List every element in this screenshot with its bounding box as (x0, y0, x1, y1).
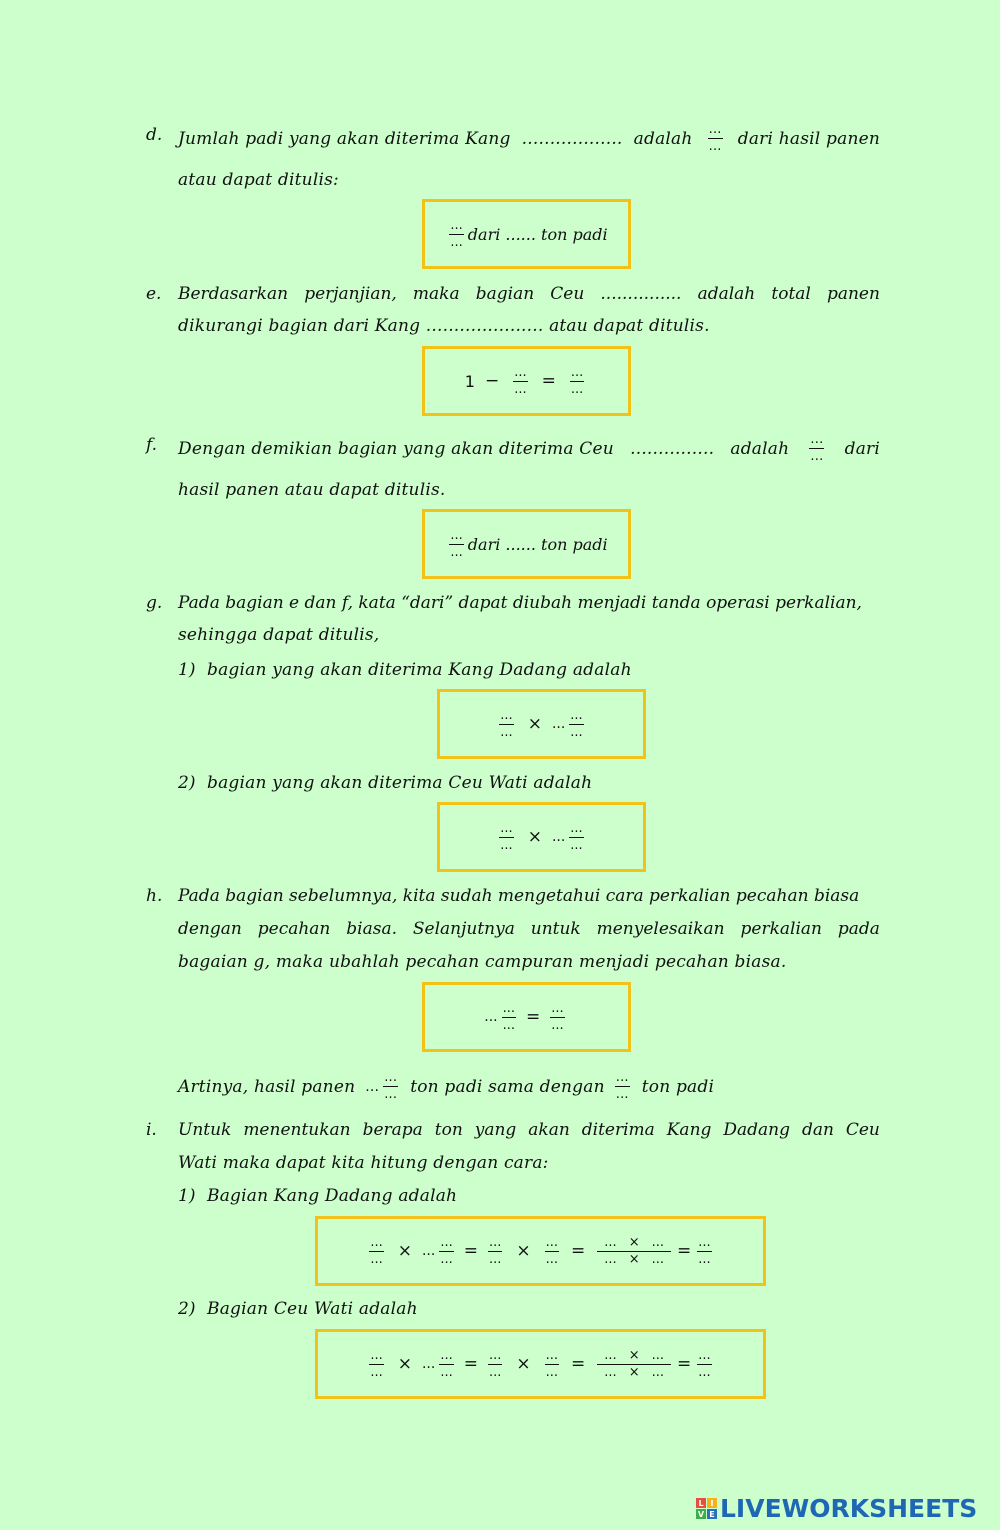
section-e-line2: dikurangi bagian dari Kang ..................... atau dapat ditulis. (178, 316, 710, 336)
section-g-sub2-text: bagian yang akan diterima Ceu Wati adalah (207, 773, 593, 793)
section-h-result-post: ton padi (641, 1076, 715, 1097)
section-d-text-mid: adalah (633, 128, 693, 149)
section-f-box-fraction[interactable]: $\frac{...}{...}$ (450, 527, 463, 560)
section-g-sub1-label: 1) (178, 660, 196, 680)
section-i-box1-equals-2: = (571, 1241, 586, 1261)
section-i-box2-equals-2: = (571, 1354, 586, 1374)
section-g-line2: sehingga dapat ditulis, (178, 625, 380, 645)
section-i-word: diterima (581, 1120, 655, 1140)
section-i-box1-equals-1: = (463, 1241, 478, 1261)
section-h-word: pada (837, 919, 880, 939)
section-i-answer-box-2 (315, 1329, 766, 1399)
section-g-answer-box-1 (437, 689, 646, 759)
section-i-box2-times-2: × (516, 1354, 531, 1374)
section-i-word: akan (528, 1120, 570, 1140)
section-e-minus: − (484, 371, 500, 391)
section-g-box1-times: × (527, 714, 542, 734)
section-h-word: dengan (178, 919, 242, 939)
section-i-word: Kang (666, 1120, 712, 1140)
section-i-word: dan (801, 1120, 834, 1140)
section-g-box1-fraction-1[interactable]: $\frac{...}{...}$ (500, 707, 513, 740)
section-h-line2 (178, 918, 880, 940)
section-i-box2-fraction-3[interactable]: $\frac{...}{...}$ (488, 1347, 502, 1380)
section-i-box1-times-1: × (397, 1241, 412, 1261)
section-i-sub2-label: 2) (178, 1299, 196, 1319)
section-e-word: Ceu (550, 284, 585, 304)
section-g-label: g. (146, 593, 163, 613)
section-i-box1-fraction-4[interactable]: $\frac{...}{...}$ (545, 1234, 559, 1267)
section-i-box1-fraction-2[interactable]: $\frac{...}{...}$ (440, 1234, 453, 1267)
section-i-box1-equals-3: = (677, 1241, 692, 1261)
section-i-box2-equals-1: = (463, 1354, 478, 1374)
section-g-box1-whole[interactable]: ... (551, 716, 566, 732)
liveworksheets-logo[interactable] (696, 1494, 977, 1523)
section-h-label: h. (146, 886, 163, 906)
section-h-result-fraction-1[interactable]: $\frac{...}{...}$ (384, 1070, 398, 1102)
section-i-word: yang (474, 1120, 517, 1140)
logo-squares-icon (696, 1498, 717, 1519)
section-h-result-pre: Artinya, hasil panen (178, 1076, 356, 1097)
section-e-line1 (178, 283, 880, 305)
section-f-fraction[interactable]: $\frac{...}{...}$ (810, 432, 824, 464)
section-h-result-fraction-2[interactable]: $\frac{...}{...}$ (615, 1070, 629, 1102)
section-h-word: menyelesaikan (596, 919, 725, 939)
section-e-label: e. (146, 284, 162, 304)
section-f-box-text: dari ...... ton padi (467, 534, 608, 554)
section-g-box2-fraction-1[interactable]: $\frac{...}{...}$ (500, 820, 513, 853)
section-f-text-pre: Dengan demikian bagian yang akan diterima Ceu (178, 438, 614, 459)
section-h-word: perkalian (740, 919, 822, 939)
section-g-box2-fraction-2[interactable]: $\frac{...}{...}$ (570, 820, 583, 853)
section-d-text-pre: Jumlah padi yang akan diterima Kang (178, 128, 511, 149)
section-i-box1-whole[interactable]: ... (421, 1243, 436, 1259)
section-i-box2-whole[interactable]: ... (421, 1356, 436, 1372)
section-e-word: perjanjian, (304, 284, 397, 304)
section-e-equals: = (541, 371, 556, 391)
section-e-one: 1 (464, 371, 475, 391)
section-h-result-whole[interactable]: ... (365, 1078, 380, 1095)
section-i-box2-times-1: × (397, 1354, 412, 1374)
section-i-word: berapa (362, 1120, 423, 1140)
section-d-blank[interactable]: .................. (521, 128, 623, 149)
section-i-box2-fraction-4[interactable]: $\frac{...}{...}$ (545, 1347, 559, 1380)
section-h-fraction-1[interactable]: $\frac{...}{...}$ (502, 1000, 516, 1033)
section-f-answer-box (422, 509, 631, 579)
section-f-label: f. (146, 435, 158, 455)
section-h-word: biasa. (346, 919, 397, 939)
section-e-word: adalah (697, 284, 756, 304)
section-g-answer-box-2 (437, 802, 646, 872)
section-e-word: Berdasarkan (178, 284, 289, 304)
section-g-sub1-text: bagian yang akan diterima Kang Dadang adalah (207, 660, 632, 680)
section-i-box2-equals-3: = (677, 1354, 692, 1374)
section-h-whole[interactable]: ... (484, 1009, 498, 1025)
section-e-answer-box (422, 346, 631, 416)
section-f-line1 (178, 434, 880, 463)
section-g-box2-times: × (527, 827, 542, 847)
section-i-sub2-text: Bagian Ceu Wati adalah (207, 1299, 418, 1319)
section-i-line2: Wati maka dapat kita hitung dengan cara: (178, 1153, 549, 1173)
section-i-box1-fraction-3[interactable]: $\frac{...}{...}$ (488, 1234, 502, 1267)
section-e-word: total (771, 284, 811, 304)
section-e-word: panen (826, 284, 880, 304)
section-i-box1-fraction-5[interactable]: $\frac{...}{...}$ (698, 1234, 711, 1267)
logo-square: V (697, 1509, 705, 1519)
section-g-line1: Pada bagian e dan f, kata “dari” dapat diubah menjadi tanda operasi perkalian, (178, 593, 862, 613)
section-i-line1 (178, 1119, 880, 1141)
section-g-box1-fraction-2[interactable]: $\frac{...}{...}$ (570, 707, 583, 740)
logo-square: I (707, 1498, 717, 1508)
section-i-word: menentukan (243, 1120, 351, 1140)
section-i-box2-product-fraction[interactable]: ... × ... ... × ... (597, 1350, 671, 1379)
section-g-sub2-label: 2) (178, 773, 196, 793)
section-h-word: Selanjutnya (412, 919, 515, 939)
section-f-text-post: dari (844, 438, 880, 459)
section-h-word: pecahan (257, 919, 331, 939)
section-h-answer-box (422, 982, 631, 1052)
section-d-box-text: dari ...... ton padi (467, 224, 608, 244)
logo-square: E (707, 1509, 717, 1519)
section-i-sub1-text: Bagian Kang Dadang adalah (207, 1186, 458, 1206)
section-i-word: Ceu (845, 1120, 880, 1140)
section-i-word: Dadang (723, 1120, 790, 1140)
section-i-box1-fraction-1[interactable]: $\frac{...}{...}$ (370, 1234, 383, 1267)
section-i-box2-fraction-5[interactable]: $\frac{...}{...}$ (698, 1347, 711, 1380)
section-h-equals: = (526, 1007, 541, 1027)
section-i-box2-fraction-2[interactable]: $\frac{...}{...}$ (440, 1347, 453, 1380)
section-f-text-mid: adalah (730, 438, 790, 459)
section-e-word: bagian (475, 284, 535, 304)
section-d-line1 (178, 124, 880, 153)
section-d-answer-box (422, 199, 631, 269)
section-i-sub1-label: 1) (178, 1186, 196, 1206)
section-d-line2: atau dapat ditulis: (178, 170, 339, 190)
section-f-blank[interactable]: ............... (630, 438, 715, 459)
section-i-box1-product-fraction[interactable]: ... × ... ... × ... (597, 1237, 671, 1266)
section-f-line2: hasil panen atau dapat ditulis. (178, 480, 446, 500)
section-h-line1: Pada bagian sebelumnya, kita sudah mengetahui cara perkalian pecahan biasa (178, 886, 860, 906)
section-e-fraction-2[interactable]: $\frac{...}{...}$ (570, 364, 584, 397)
section-e-fraction-1[interactable]: $\frac{...}{...}$ (514, 364, 527, 397)
section-h-word: untuk (530, 919, 581, 939)
logo-text: LIVEWORKSHEETS (720, 1494, 978, 1523)
section-d-text-post: dari hasil panen (737, 128, 880, 149)
section-h-fraction-2[interactable]: $\frac{...}{...}$ (551, 1000, 564, 1033)
section-d-fraction[interactable]: $\frac{...}{...}$ (708, 122, 722, 154)
logo-square: L (696, 1498, 706, 1508)
section-d-label: d. (146, 125, 163, 145)
section-d-box-fraction[interactable]: $\frac{...}{...}$ (450, 217, 463, 250)
section-i-box2-fraction-1[interactable]: $\frac{...}{...}$ (370, 1347, 383, 1380)
section-g-box2-whole[interactable]: ... (551, 829, 566, 845)
section-i-word: ton (434, 1120, 463, 1140)
section-i-answer-box-1 (315, 1216, 766, 1286)
section-e-blank[interactable]: ............... (600, 284, 682, 304)
section-h-result (178, 1072, 714, 1101)
section-h-line3: bagaian g, maka ubahlah pecahan campuran menjadi pecahan biasa. (178, 952, 787, 972)
section-i-label: i. (146, 1120, 157, 1140)
section-e-word: maka (412, 284, 460, 304)
section-i-word: Untuk (178, 1120, 232, 1140)
section-h-result-mid: ton padi sama dengan (410, 1076, 605, 1097)
section-i-box1-times-2: × (516, 1241, 531, 1261)
